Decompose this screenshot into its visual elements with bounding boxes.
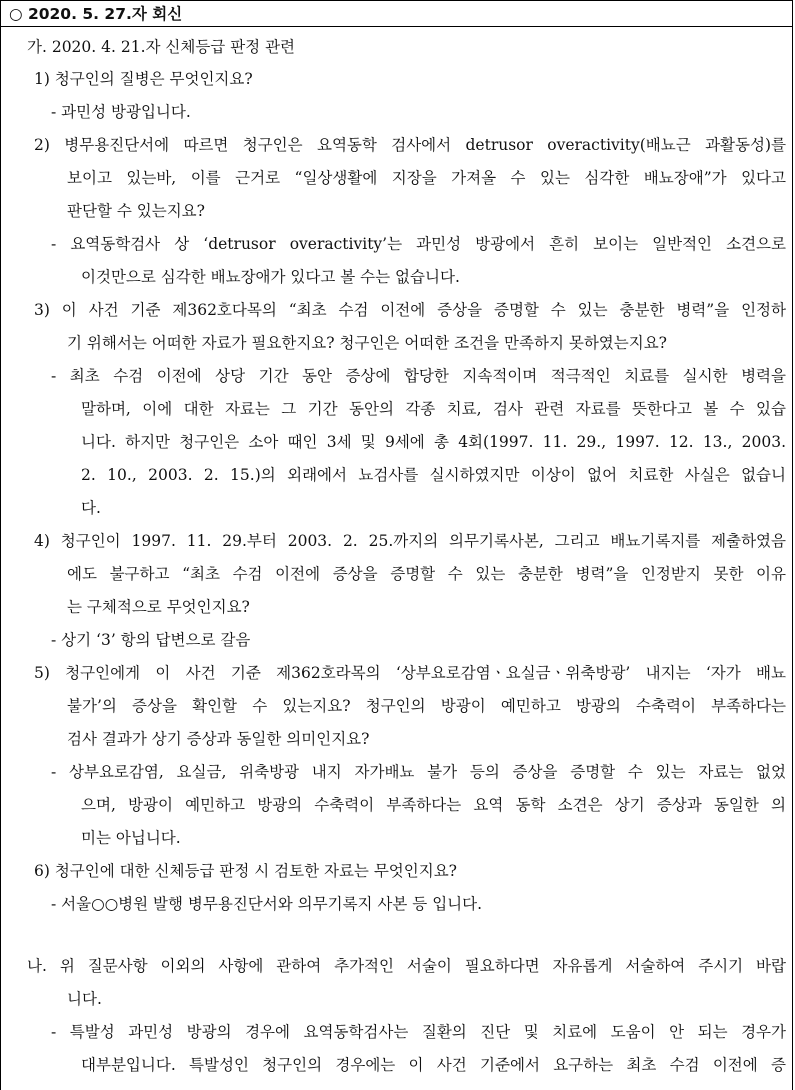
q5-question-line-1: 5) 청구인에게 이 사건 기준 제362호라목의 ‘상부요로감염ㆍ요실금ㆍ위축방광’ 내지는 ‘자가 배뇨: [34, 664, 786, 682]
q3-question-line-2: 기 위해서는 어떠한 자료가 필요한지요? 청구인은 어떠한 조건을 만족하지 못하였는지요?: [67, 334, 667, 352]
q4-answer: - 상기 ‘3’ 항의 답변으로 갈음: [51, 631, 251, 649]
circle-bullet-icon: ○: [9, 5, 23, 23]
q4-question-line-2: 에도 불구하고 “최초 수검 이전에 증상을 증명할 수 있는 충분한 병력”을 인정받지 못한 이유: [67, 565, 786, 583]
q2-answer-line-1: - 요역동학검사 상 ‘detrusor overactivity’는 과민성 방광에서 흔히 보이는 일반적인 소견으로: [51, 235, 786, 253]
q2-question-line-3: 판단할 수 있는지요?: [67, 202, 205, 220]
q3-answer-line-5: 다.: [81, 499, 101, 517]
section-na-answer-line-2: 대부분입니다. 특발성인 청구인의 경우에는 이 사건 기준에서 요구하는 최초 수검 이전에 증: [81, 1056, 786, 1074]
q4-question-line-1: 4) 청구인이 1997. 11. 29.부터 2003. 2. 25.까지의 의무기록사본, 그리고 배뇨기록지를 제출하였음: [34, 532, 786, 550]
section-na-title-line-2: 니다.: [67, 990, 102, 1008]
q2-question-line-2: 보이고 있는바, 이를 근거로 “일상생활에 지장을 가져올 수 있는 심각한 배뇨장애”가 있다고: [67, 169, 786, 187]
q4-question-line-3: 는 구체적으로 무엇인지요?: [67, 598, 250, 616]
q3-answer-line-4: 2. 10., 2003. 2. 15.)의 외래에서 뇨검사를 실시하였지만 이상이 없어 치료한 사실은 없습니: [81, 466, 786, 484]
section-ga-title: 가. 2020. 4. 21.자 신체등급 판정 관련: [27, 38, 296, 56]
q5-question-line-3: 검사 결과가 상기 증상과 동일한 의미인지요?: [67, 730, 370, 748]
section-na-answer-line-1: - 특발성 과민성 방광의 경우에 요역동학검사는 질환의 진단 및 치료에 도움이 안 되는 경우가: [51, 1023, 786, 1041]
q1-question: 1) 청구인의 질병은 무엇인지요?: [34, 70, 253, 88]
q2-answer-line-2: 이것만으로 심각한 배뇨장애가 있다고 볼 수는 없습니다.: [81, 268, 460, 286]
q5-answer-line-3: 미는 아닙니다.: [81, 829, 181, 847]
q5-question-line-2: 불가’의 증상을 확인할 수 있는지요? 청구인의 방광이 예민하고 방광의 수축력이 부족하다는: [67, 697, 786, 715]
q6-answer: - 서울○○병원 발행 병무용진단서와 의무기록지 사본 등 입니다.: [51, 895, 483, 913]
q3-answer-line-1: - 최초 수검 이전에 상당 기간 동안 증상에 합당한 지속적이며 적극적인 치료를 실시한 병력을: [51, 367, 786, 385]
section-na-title-line-1: 나. 위 질문사항 이외의 사항에 관하여 추가적인 서술이 필요하다면 자유롭게 서술하여 주시기 바랍: [27, 957, 786, 975]
q3-answer-line-2: 말하며, 이에 대한 자료는 그 기간 동안의 각종 치료, 검사 관련 자료를 뜻한다고 볼 수 있습: [81, 400, 786, 418]
q2-question-line-1: 2) 병무용진단서에 따르면 청구인은 요역동학 검사에서 detrusor overactivity(배뇨근 과활동성)를: [34, 136, 786, 154]
q6-question: 6) 청구인에 대한 신체등급 판정 시 검토한 자료는 무엇인지요?: [34, 862, 457, 880]
q5-answer-line-2: 으며, 방광이 예민하고 방광의 수축력이 부족하다는 요역 동학 소견은 상기 증상과 동일한 의: [81, 796, 786, 814]
reply-header: [1, 1, 792, 27]
q1-answer: - 과민성 방광입니다.: [51, 103, 191, 121]
q5-answer-line-1: - 상부요로감염, 요실금, 위축방광 내지 자가배뇨 불가 등의 증상을 증명할 수 있는 자료는 없었: [51, 763, 786, 781]
reply-date-title: 2020. 5. 27.자 회신: [27, 5, 183, 23]
q3-question-line-1: 3) 이 사건 기준 제362호다목의 “최초 수검 이전에 증상을 증명할 수 있는 충분한 병력”을 인정하: [34, 301, 786, 319]
q3-answer-line-3: 니다. 하지만 청구인은 소아 때인 3세 및 9세에 총 4회(1997. 11. 29., 1997. 12. 13., 2003.: [81, 433, 786, 451]
